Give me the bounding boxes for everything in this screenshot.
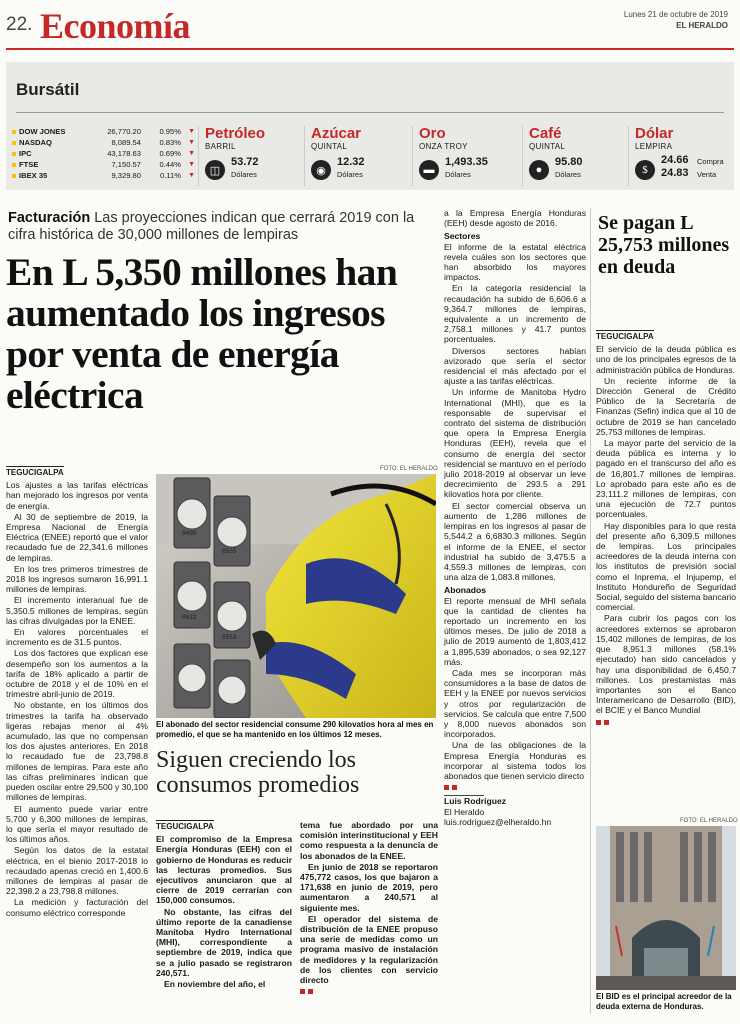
paragraph: Para cubrir los pagos con los acreedores externos se aprobaron 15,402 millones de lempiras, de los que 8,951.3 millones (58.1% ejecutado) han sido cancelados y hay una disponibilidad de 6,450.7 millones. Los prestamistas más importantes son el Banco Interamericano de Desarrollo (BID), el BCIE y el Banco Mundial xyxy=(596,613,736,716)
commodity-dolar xyxy=(628,126,732,186)
commodity-name: Petróleo xyxy=(205,125,266,142)
commodity-currency: Dólares xyxy=(231,170,257,179)
index-marker xyxy=(12,130,16,134)
photo-caption: El abonado del sector residencial consume 290 kilovatios hora al mes en promedio, el que se ha mantenido en los últimos 12 meses. xyxy=(156,720,434,739)
column-divider xyxy=(590,208,591,1014)
commodity-unit: ONZA TROY xyxy=(419,142,468,151)
dollar-sell-label: Venta xyxy=(697,170,717,179)
index-name: DOW JONES xyxy=(19,127,66,136)
index-name: NASDAQ xyxy=(19,138,52,147)
down-arrow-icon: ▼ xyxy=(188,139,195,146)
down-arrow-icon: ▼ xyxy=(188,150,195,157)
sidebar-photo-credit: FOTO: EL HERALDO xyxy=(680,818,738,824)
index-change: 0.83% xyxy=(159,138,181,147)
dollar-bag-icon: $ xyxy=(635,160,655,180)
main-column-1 xyxy=(6,466,148,919)
sidebar-headline: Se pagan L 25,753 millones en deuda xyxy=(598,212,730,278)
paragraph: En noviembre del año, el xyxy=(164,979,266,990)
dateline: TEGUCIGALPA xyxy=(596,332,654,341)
paragraph: El reporte mensual de MHI señala que la cantidad de clientes ha reportado un incremento en los últimos meses. De julio de 2018 a julio de 2019 aumentó de 1,803,412 a 1,895,539 abonados, o sea 92,127 más. xyxy=(444,595,586,667)
meter-reading: 0605 xyxy=(182,530,197,537)
dateline: TEGUCIGALPA xyxy=(156,822,214,831)
paragraph: El servicio de la deuda pública es uno de los principales egresos de la administración pública de Honduras. xyxy=(596,344,736,375)
paragraph: Un informe de Manitoba Hydro International (MHI), que es la responsable de supervisar el contrato del sistema de distribución que opera la Empresa Energía Honduras (EEH), revela que el consumo de energía del sector residencial se mantuvo en el período julio 2018-2019 al observar un leve decrecimiento de 293.5 a 291 kilovatios hora por cliente. xyxy=(444,387,586,500)
paragraph: La medición y facturación del consumo eléctrico corresponde xyxy=(6,897,148,918)
index-name: IPC xyxy=(19,149,32,158)
byline-name: Luis Rodríguez xyxy=(444,796,507,807)
paragraph: Los dos factores que explican ese desempeño son los aumentos a la tarifa de 18% aplicado a partir de octubre de 2018 y el de 10% en el trimestre abril-junio de 2019. xyxy=(6,648,148,700)
secondary-column-b xyxy=(300,820,438,996)
sidebar-photo-caption: El BID es el principal acreedor de la deuda externa de Honduras. xyxy=(596,992,732,1011)
meter-reading: 0553 xyxy=(222,634,237,641)
main-headline: En L 5,350 millones han aumentado los ingresos por venta de energía eléctrica xyxy=(6,250,398,417)
paragraph: En junio de 2018 se reportaron 475,772 casos, los que bajaron a 171,638 en junio de 2019, pero aumentaron a 240,571 al siguiente mes. xyxy=(300,861,438,913)
oil-drum-icon: ◫ xyxy=(205,160,225,180)
coffee-bean-icon: ● xyxy=(529,160,549,180)
index-change: 0.44% xyxy=(159,160,181,169)
secondary-column-a xyxy=(156,820,292,990)
index-change: 0.11% xyxy=(160,171,181,180)
meter-reading: 0555 xyxy=(222,548,237,555)
sidebar-column xyxy=(596,330,736,727)
subhead-abonados: Abonados xyxy=(444,585,487,596)
index-value: 9,329.80 xyxy=(111,171,141,180)
sack-icon: ◉ xyxy=(311,160,331,180)
byline-email: luis.rodriguez@elheraldo.hn xyxy=(444,816,552,827)
story-kicker: Facturación xyxy=(8,210,91,226)
index-value: 43,178.63 xyxy=(107,149,141,158)
paragraph: Una de las obligaciones de la Empresa Energía Honduras es incorporar al sistema todos los abonados que tienen servicio directo xyxy=(444,740,586,781)
bid-building-photo xyxy=(596,826,736,990)
stock-index-row xyxy=(12,148,198,159)
index-value: 26,770.20 xyxy=(107,127,141,136)
paragraph: Cada mes se incorporan más consumidores a la base de datos de EEH y la ENEE por nuevos servicios y otros por regularización de servicios. Se calcula que entre 7,500 y 8,000 nuevos abonados son incorporados. xyxy=(444,667,586,740)
publication-name: EL HERALDO xyxy=(676,21,728,30)
paragraph: Hay disponibles para lo que resta del presente año 6,309.5 millones de lempiras. Los principales acreedores de la deuda interna con los institutos de previsión social como el Inprema, el Injupemp, el Instituto Hondureño de Seguridad Social, seguido del sistema bancario comercial. xyxy=(596,520,736,613)
index-marker xyxy=(12,174,16,178)
commodity-unit: QUINTAL xyxy=(311,142,348,151)
paragraph: El aumento puede variar entre 5,700 y 6,300 millones de lempiras, lo que sería el mayor resultado de los últimos años. xyxy=(6,803,148,845)
stock-index-row xyxy=(12,126,198,137)
end-mark xyxy=(308,989,313,994)
bursatil-title: Bursátil xyxy=(16,80,80,99)
paragraph: Al 30 de septiembre de 2019, la Empresa Nacional de Energía Eléctrica (ENEE) reportó que el valor recaudado fue de 22,341.6 millones de lempiras. xyxy=(6,511,148,563)
commodity-value: 95.80 xyxy=(555,156,583,168)
dollar-buy-label: Compra xyxy=(697,157,724,166)
dateline: TEGUCIGALPA xyxy=(6,468,64,477)
commodity-unit: QUINTAL xyxy=(529,142,566,151)
commodity-currency: Dólares xyxy=(445,170,471,179)
secondary-headline: Siguen creciendo los consumos promedios xyxy=(156,747,360,798)
down-arrow-icon: ▼ xyxy=(188,172,195,179)
index-marker xyxy=(12,141,16,145)
photo-credit: FOTO: EL HERALDO xyxy=(380,466,438,472)
subhead-sectores: Sectores xyxy=(444,231,481,242)
commodity-unit: LEMPIRA xyxy=(635,142,673,151)
commodity-name: Azúcar xyxy=(311,125,362,142)
commodity-petroleo xyxy=(198,126,298,186)
end-mark xyxy=(596,720,601,725)
paragraph: Diversos sectores habían avizorado que sería el sector residencial el más afectado por el ajuste a las tarifas eléctricas. xyxy=(444,345,586,387)
paragraph: Los ajustes a las tarifas eléctricas han mejorado los ingresos por venta de energía. xyxy=(6,480,148,511)
paragraph: La mayor parte del servicio de la deuda pública es interna y lo pagado en el transcurso del año es de 16,801.7 millones de lempiras. Lo aprobado para este año es de 23,111.2 millones de lempiras, con una ejecución de 72.7 puntos porcentuales. xyxy=(596,438,736,520)
paragraph: Según los datos de la estatal eléctrica, en el bienio 2017-2018 lo recaudado apenas creció en 1,400.6 millones de lempiras al pasar de 22,398.2 a 23,798.8 millones. xyxy=(6,845,148,897)
paragraph: En los tres primeros trimestres de 2018 los ingresos sumaron 16,991.1 millones de lempiras. xyxy=(6,563,148,595)
bursatil-rule xyxy=(16,112,724,113)
commodity-name: Dólar xyxy=(635,125,674,142)
dollar-buy-value: 24.66 xyxy=(661,154,689,166)
meter-reading: 0622 xyxy=(182,614,197,621)
paragraph: El informe de la estatal eléctrica revela cuáles son los sectores que han absorbido los mayores impactos. xyxy=(444,241,586,283)
commodity-value: 1,493.35 xyxy=(445,156,488,168)
story-deck-text: Las proyecciones indican que cerrará 2019 con la cifra histórica de 30,000 millones de lempiras xyxy=(8,210,415,243)
section-title: Economía xyxy=(40,6,191,46)
index-change: 0.69% xyxy=(159,149,181,158)
down-arrow-icon: ▼ xyxy=(188,128,195,135)
end-mark xyxy=(452,785,457,790)
index-value: 7,150.57 xyxy=(111,160,141,169)
end-mark xyxy=(604,720,609,725)
commodity-value: 12.32 xyxy=(337,156,365,168)
byline-publication: El Heraldo xyxy=(444,806,485,817)
paragraph: a la Empresa Energía Honduras (EEH) desde agosto de 2016. xyxy=(444,208,586,229)
index-name: FTSE xyxy=(19,160,39,169)
commodity-unit: BARRIL xyxy=(205,142,236,151)
commodity-azucar xyxy=(304,126,404,186)
commodity-currency: Dólares xyxy=(337,170,363,179)
stock-index-row xyxy=(12,159,198,170)
paragraph: El compromiso de la Empresa Energía Honduras (EEH) con el gobierno de Honduras es reducir las lecturas promedios. Sus ejecutivos anunciaron que al cierre de 2019 cerrarían con 150,000 consumos. xyxy=(156,834,292,906)
index-change: 0.95% xyxy=(159,127,181,136)
issue-date: Lunes 21 de octubre de 2019 xyxy=(623,10,728,19)
end-mark xyxy=(444,785,449,790)
commodity-name: Café xyxy=(529,125,562,142)
page-number: 22. xyxy=(6,14,33,35)
end-mark xyxy=(300,989,305,994)
paragraph: En valores porcentuales el incremento es de 31.5 puntos. xyxy=(6,627,148,648)
commodity-oro xyxy=(412,126,520,186)
header-rule xyxy=(6,48,734,50)
main-column-3 xyxy=(444,208,586,827)
index-marker xyxy=(12,163,16,167)
stock-index-table xyxy=(12,126,198,181)
index-marker xyxy=(12,152,16,156)
paragraph: Un reciente informe de la Dirección General de Crédito Público de la Secretaría de Finanzas (Sefin) indica que al 10 de octubre de 2019 se han cancelado 25,753 millones de lempiras. xyxy=(596,375,736,437)
stock-index-row xyxy=(12,137,198,148)
commodity-value: 53.72 xyxy=(231,156,259,168)
paragraph: El incremento interanual fue de 5,350.5 millones de lempiras, según las cifras divulgadas por la ENEE. xyxy=(6,595,148,626)
story-deck xyxy=(8,210,428,244)
dollar-sell-value: 24.83 xyxy=(661,167,689,179)
stock-index-row xyxy=(12,170,198,181)
paragraph: tema fue abordado por una comisión interinstitucional y EEH como respuesta a la denuncia de los abonados de la ENEE. xyxy=(300,820,438,861)
commodity-currency: Dólares xyxy=(555,170,581,179)
commodity-name: Oro xyxy=(419,125,446,142)
commodity-cafe xyxy=(522,126,622,186)
index-value: 8,089.54 xyxy=(111,138,141,147)
paragraph: No obstante, en los últimos dos trimestres la tarifa ha observado ligeras rebajas menor al 4% acumulado, las que no compensan los dos ajustes anteriores. En 2018 lo recaudado fue de 23,798.8 millones de lempiras. Para este año las cifras preliminares indican que pueden oscilar entre 29,500 y 30,100 millones de lempiras. xyxy=(6,700,148,803)
paragraph: En la categoría residencial la recaudación ha subido de 6,606.6 a 9,364.7 millones de lempiras, equivalente a un incremento de 2,758.1 millones y 41.7 puntos porcentuales. xyxy=(444,283,586,345)
paragraph: El sector comercial observa un aumento de 1,286 millones de lempiras en los ingresos al pasar de 5,544.2 a 6,6830.3 millones. Según el informe de la ENEE, el sector industrial ha subido de 3,475.5 a 4,559.3 millones de lempiras, con una alza de 1,083.8 millones. xyxy=(444,500,586,583)
index-name: IBEX 35 xyxy=(19,171,48,180)
gold-bar-icon: ▬ xyxy=(419,160,439,180)
meter-photo xyxy=(156,474,436,718)
down-arrow-icon: ▼ xyxy=(188,161,195,168)
paragraph: No obstante, las cifras del último reporte de la canadiense Manitoba Hydro International (MHI), correspondiente a septiembre de 2019, indica que se a julio pasado se registraron 240,571. xyxy=(156,906,292,978)
paragraph: El operador del sistema de distribución de la ENEE propuso una serie de medidas como un programa masivo de instalación de medidores y la regularización de los clientes con servicio directo xyxy=(300,913,438,986)
